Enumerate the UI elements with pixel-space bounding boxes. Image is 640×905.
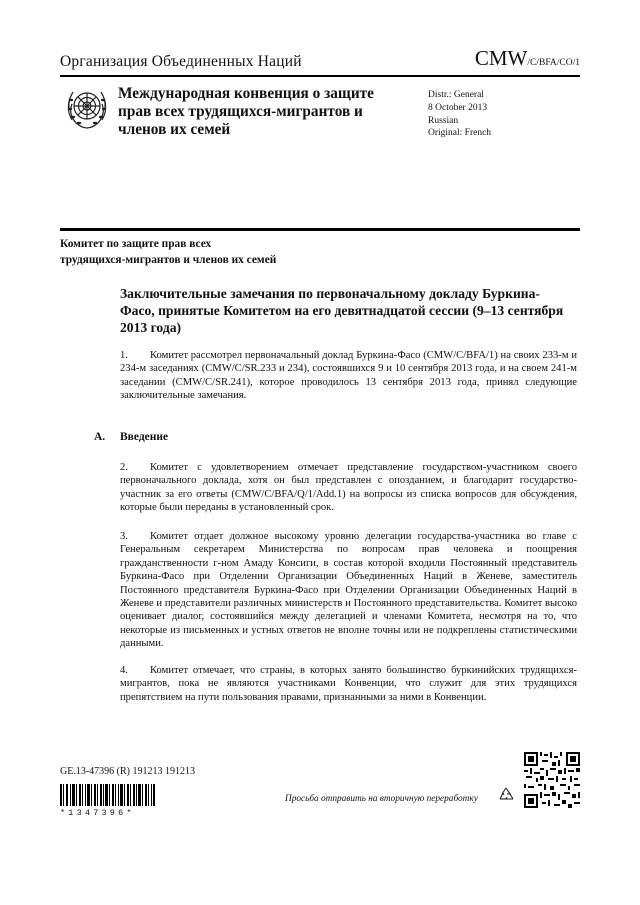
committee-line: Комитет по защите прав всех [60, 238, 212, 250]
document-symbol [475, 46, 580, 71]
symbol-sub: /C/BFA/CO/1 [527, 58, 580, 68]
distribution-line: Russian [428, 115, 459, 126]
section-letter: A. [94, 431, 106, 443]
distribution-block [428, 89, 491, 140]
job-number: GE.13-47396 (R) 191213 191213 [60, 766, 195, 777]
qr-code-icon [524, 752, 580, 808]
paragraph-text: Комитет с удовлетворением отмечает представление государством-участником своего первоначального доклада, хотя он был представлен с опозданием, и благодарит государство-участник за его ответы (CMW/C/BFA/Q/1/Add.1) на вопросы из списка вопросов для обсуждения, которые были переданы в установленный срок. [120, 462, 577, 514]
paragraph [120, 664, 577, 704]
paragraph-number: 1. [120, 350, 128, 361]
paragraph-number: 2. [120, 462, 128, 473]
committee-name [60, 236, 276, 268]
document-title: Заключительные замечания по первоначальному докладу Буркина-Фасо, принятые Комитетом на его девятнадцатой сессии (9–13 сентября 2013 года) [120, 286, 564, 335]
paragraph-text: Комитет отмечает, что страны, в которых занято большинство буркинийских трудящихся-мигрантов, пока не являются участниками Конвенции, что служит для этих трудящихся препятствием на пути пользования правами, признанными за ними в Конвенции. [120, 665, 577, 703]
barcode-number: *1347396* [60, 808, 135, 818]
header-rule [60, 75, 580, 77]
header-bottom-rule [60, 228, 580, 231]
paragraph-number: 4. [120, 665, 128, 676]
paragraph [120, 349, 577, 403]
recycle-note: Просьба отправить на вторичную переработку [285, 794, 478, 804]
un-emblem-icon [62, 82, 112, 132]
distribution-line: Distr.: General [428, 90, 484, 100]
organization-name: Организация Объединенных Наций [60, 53, 302, 70]
paragraph-text: Комитет рассмотрел первоначальный доклад Буркина-Фасо (CMW/C/BFA/1) на своих 233-м и 234-м заседаниях (CMW/C/SR.233 и 234), состоявшихся 9 и 10 сентября 2013 года, и на своем 241-м заседании (CMW/C/SR.241), которое проводилось 13 сентября 2013 года, принял следующие заключительные замечания. [120, 350, 577, 402]
symbol-main: CMW [474, 46, 528, 70]
distribution-line: Original: French [428, 128, 492, 139]
section-title: Введение [120, 431, 169, 443]
barcode-icon [60, 784, 155, 806]
committee-line: трудящихся-мигрантов и членов их семей [60, 254, 277, 266]
paragraph [120, 530, 577, 651]
convention-title: Международная конвенция о защите прав всех трудящихся-мигрантов и членов их семей [118, 85, 374, 138]
recycle-icon [497, 786, 515, 804]
distribution-line: 8 October 2013 [428, 102, 488, 113]
paragraph [120, 461, 577, 515]
paragraph-number: 3. [120, 531, 128, 542]
paragraph-text: Комитет отдает должное высокому уровню делегации государства-участника во главе с Генеральным секретарем Министерства по вопросам прав человека и поощрения гражданственности г-ном Амаду Консиги, в состав которой входили Постоянный представитель Буркина-Фасо при Отделении Организации Объединенных Наций в Женеве, заместитель Постоянного представителя Буркина-Фасо при Отделении Организации Объединенных Наций в Женеве и представители различных министерств и Постоянного представительства. Комитет высоко оценивает диалог, состоявшийся между делегацией и членами Комитета, несмотря на то, что некоторые из письменных и устных ответов не вполне точны или не подкреплены статистическими данными. [120, 531, 577, 650]
section-heading [94, 431, 168, 443]
